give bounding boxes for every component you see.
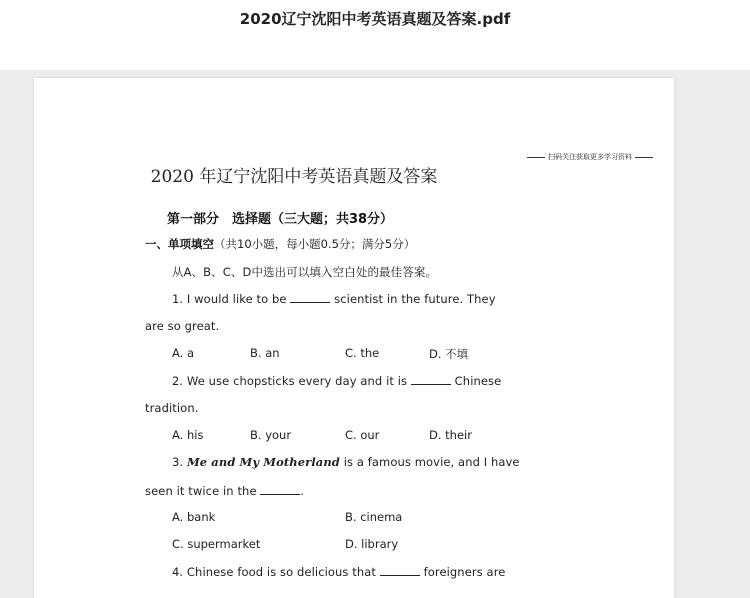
- divider: [635, 157, 653, 158]
- movie-title: Me and My Motherland: [186, 455, 340, 469]
- question-1-line-2: are so great.: [145, 319, 220, 333]
- option-c: C. our: [345, 428, 380, 442]
- file-title: 2020辽宁沈阳中考英语真题及答案.pdf: [239, 10, 511, 28]
- option-b: B. an: [250, 346, 280, 360]
- answer-blank: [260, 483, 300, 495]
- instruction-text: 从A、B、C、D中选出可以填入空白处的最佳答案。: [172, 265, 438, 279]
- question-3-line-1: [172, 455, 520, 469]
- option-b: B. your: [250, 428, 292, 442]
- section-heading: [145, 236, 415, 252]
- viewer-header: [0, 0, 750, 70]
- question-4-line-1: [172, 564, 505, 579]
- question-2-line-1: [172, 373, 501, 388]
- question-3-line-2: [145, 483, 304, 498]
- divider: [527, 157, 545, 158]
- option-a: A. a: [172, 346, 195, 360]
- question-text: is a famous movie, and I have: [343, 455, 520, 469]
- option-d: D. library: [345, 537, 399, 551]
- question-text: 3.: [172, 455, 184, 469]
- question-text: scientist in the future. They: [334, 292, 496, 306]
- answer-blank: [411, 373, 451, 385]
- option-d: D. their: [429, 428, 472, 442]
- question-1-line-1: [172, 291, 496, 306]
- answer-blank: [290, 291, 330, 303]
- question-text: 4. Chinese food is so delicious that: [172, 565, 377, 579]
- option-c: C. supermarket: [172, 537, 261, 551]
- section-detail: （共10小题，每小题0.5分；满分5分）: [214, 237, 416, 251]
- option-a: A. bank: [172, 510, 216, 524]
- section-title: 一、单项填空: [145, 237, 214, 251]
- question-text: .: [300, 484, 305, 498]
- option-d: D. 不填: [429, 347, 469, 361]
- pdf-page: [34, 78, 674, 598]
- option-b: B. cinema: [345, 510, 403, 524]
- answer-blank: [380, 564, 420, 576]
- scan-note: [524, 152, 656, 162]
- question-text: 1. I would like to be: [172, 292, 287, 306]
- question-2-line-2: tradition.: [145, 401, 199, 415]
- question-text: foreigners are: [423, 565, 506, 579]
- question-text: seen it twice in the: [145, 484, 257, 498]
- question-text: 2. We use chopsticks every day and it is: [172, 374, 408, 388]
- option-c: C. the: [345, 346, 380, 360]
- part-heading: 第一部分 选择题（三大题；共38分）: [166, 212, 394, 227]
- document-title: 2020 年辽宁沈阳中考英语真题及答案: [150, 167, 438, 187]
- option-a: A. his: [172, 428, 204, 442]
- question-text: Chinese: [454, 374, 502, 388]
- scan-note-text: 扫码关注获取更多学习资料: [548, 153, 632, 161]
